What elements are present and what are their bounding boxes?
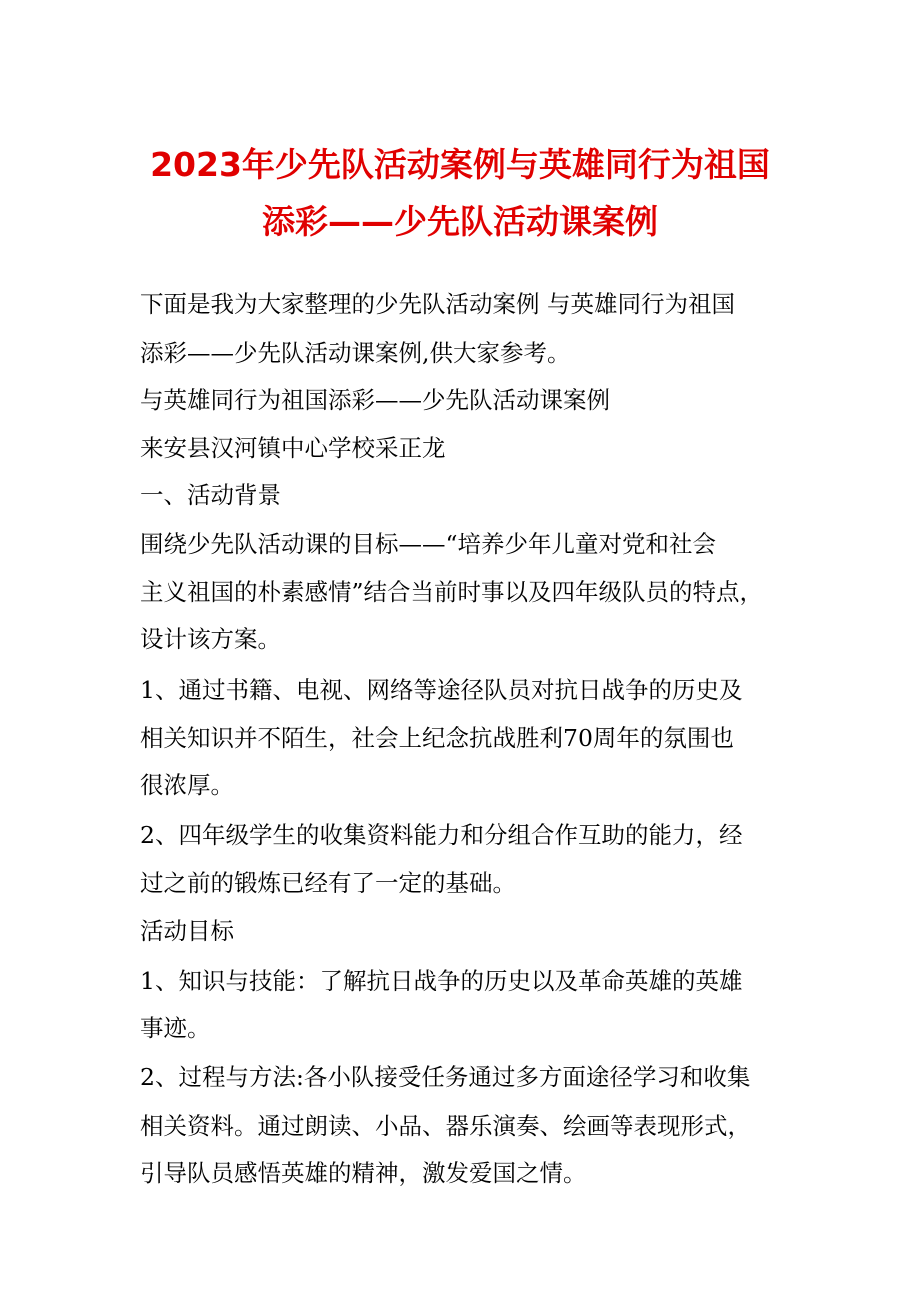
paragraph-line: 事迹。 [140, 1014, 211, 1042]
section-heading: 一、活动背景 [140, 481, 281, 509]
paragraph-line: 相关资料。通过朗读、小品、器乐演奏、绘画等表现形式， [140, 1112, 751, 1140]
paragraph-line: 围绕少先队活动课的目标——“培养少年儿童对党和社会 [140, 530, 717, 558]
document-title-line-2: 添彩——少先队活动课案例 [262, 202, 658, 241]
paragraph-line: 与英雄同行为祖国添彩——少先队活动课案例 [140, 386, 610, 414]
paragraph-line: 2、过程与方法:各小队接受任务通过多方面途径学习和收集 [140, 1063, 751, 1091]
paragraph-line: 1、知识与技能：了解抗日战争的历史以及革命英雄的英雄 [140, 967, 743, 995]
paragraph-line: 很浓厚。 [140, 771, 234, 799]
paragraph-line: 来安县汉河镇中心学校采正龙 [140, 434, 446, 462]
document-title-line-1: 2023年少先队活动案例与英雄同行为祖国 [150, 145, 770, 184]
section-heading: 活动目标 [140, 917, 234, 945]
paragraph-line: 过之前的锻炼已经有了一定的基础。 [140, 869, 516, 897]
paragraph-line: 添彩——少先队活动课案例,供大家参考。 [140, 339, 571, 367]
paragraph-line: 引导队员感悟英雄的精神，激发爱国之情。 [140, 1159, 587, 1187]
paragraph-line: 设计该方案。 [140, 625, 281, 653]
paragraph-line: 下面是我为大家整理的少先队活动案例 与英雄同行为祖国 [140, 290, 735, 318]
paragraph-line: 主义祖国的朴素感情”结合当前时事以及四年级队员的特点， [140, 578, 764, 606]
paragraph-line: 2、四年级学生的收集资料能力和分组合作互助的能力，经 [140, 821, 743, 849]
paragraph-line: 1、通过书籍、电视、网络等途径队员对抗日战争的历史及 [140, 676, 743, 704]
paragraph-line: 相关知识并不陌生，社会上纪念抗战胜利70周年的氛围也 [140, 724, 734, 752]
